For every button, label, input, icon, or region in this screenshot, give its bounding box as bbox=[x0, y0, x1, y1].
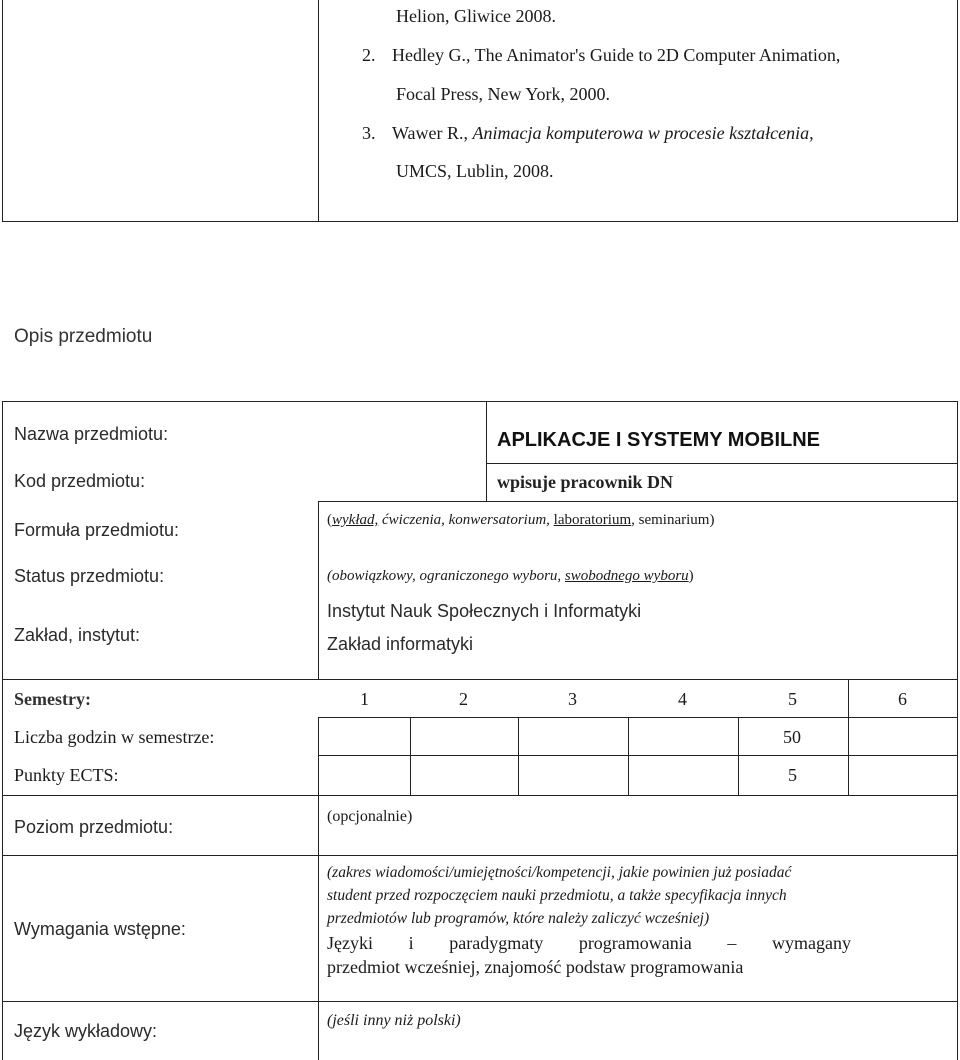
course-dept-line1: Instytut Nauk Społecznych i Informatyki bbox=[327, 601, 642, 621]
semester-5: 5 bbox=[788, 689, 797, 709]
course-dept-label: Zakład, instytut: bbox=[14, 625, 141, 645]
bib-item3-line2: UMCS, Lublin, 2008. bbox=[396, 161, 554, 181]
form-laboratorium: laboratorium bbox=[553, 512, 632, 528]
prereq-value-line1: Języki i paradygmaty programowania – wymagany bbox=[327, 933, 851, 953]
course-status-value bbox=[327, 568, 694, 585]
level-value: (opcjonalnie) bbox=[327, 808, 413, 825]
ects-value-sem5: 5 bbox=[788, 765, 797, 785]
form-seminarium: , seminarium) bbox=[631, 512, 715, 528]
semesters-label: Semestry: bbox=[14, 689, 91, 709]
bib-item3-title: Animacja komputerowa w procesie kształcenia, bbox=[472, 123, 814, 143]
course-code-label: Kod przedmiotu: bbox=[14, 471, 146, 491]
level-label: Poziom przedmiotu: bbox=[14, 817, 174, 837]
form-wyklad: wykład, bbox=[332, 512, 379, 528]
course-status-label: Status przedmiotu: bbox=[14, 566, 165, 586]
form-cwiczenia: ćwiczenia, konwersatorium, bbox=[382, 512, 550, 528]
prereq-hint-line2: student przed rozpoczęciem nauki przedmiotu, a także specyfikacja innych bbox=[327, 887, 787, 904]
form-open-paren: ( bbox=[327, 512, 332, 528]
course-name-value: APLIKACJE I SYSTEMY MOBILNE bbox=[497, 429, 821, 451]
course-form-value bbox=[327, 512, 714, 529]
prereq-hint-line3: przedmiotów lub programów, które należy zaliczyć wcześniej) bbox=[327, 910, 710, 927]
bib-item2-line1: Hedley G., The Animator's Guide to 2D Computer Animation, bbox=[392, 45, 841, 65]
ects-label: Punkty ECTS: bbox=[14, 765, 119, 785]
course-code-value: wpisuje pracownik DN bbox=[497, 472, 674, 492]
semester-1: 1 bbox=[360, 689, 369, 709]
prereq-value-line2: przedmiot wcześniej, znajomość podstaw programowania bbox=[327, 957, 744, 977]
bib-item2-line2: Focal Press, New York, 2000. bbox=[396, 84, 611, 104]
bib-item3-number: 3. bbox=[362, 123, 376, 143]
prereq-label: Wymagania wstępne: bbox=[14, 919, 186, 939]
bib-item2-number: 2. bbox=[362, 45, 376, 65]
prereq-hint-line1: (zakres wiadomości/umiejętności/kompetencji, jakie powinien już posiadać bbox=[327, 864, 792, 881]
status-selected: swobodnego wyboru bbox=[564, 568, 689, 584]
course-name-label: Nazwa przedmiotu: bbox=[14, 424, 169, 444]
bib-line1: Helion, Gliwice 2008. bbox=[396, 6, 556, 26]
semester-3: 3 bbox=[568, 689, 577, 709]
bib-item3-author: Wawer R., bbox=[392, 123, 469, 143]
semester-6: 6 bbox=[898, 689, 907, 709]
semester-4: 4 bbox=[678, 689, 687, 709]
semester-2: 2 bbox=[459, 689, 468, 709]
language-label: Język wykładowy: bbox=[14, 1021, 158, 1041]
hours-label: Liczba godzin w semestrze: bbox=[14, 727, 215, 747]
hours-value-sem5: 50 bbox=[783, 727, 801, 747]
section-title: Opis przedmiotu bbox=[14, 326, 153, 347]
course-form-label: Formuła przedmiotu: bbox=[14, 520, 180, 540]
language-value: (jeśli inny niż polski) bbox=[327, 1012, 461, 1029]
status-close-paren: ) bbox=[688, 568, 694, 584]
bib-item3-line1 bbox=[392, 123, 814, 144]
course-dept-line2: Zakład informatyki bbox=[327, 634, 474, 654]
status-options: (obowiązkowy, ograniczonego wyboru, bbox=[327, 568, 562, 584]
